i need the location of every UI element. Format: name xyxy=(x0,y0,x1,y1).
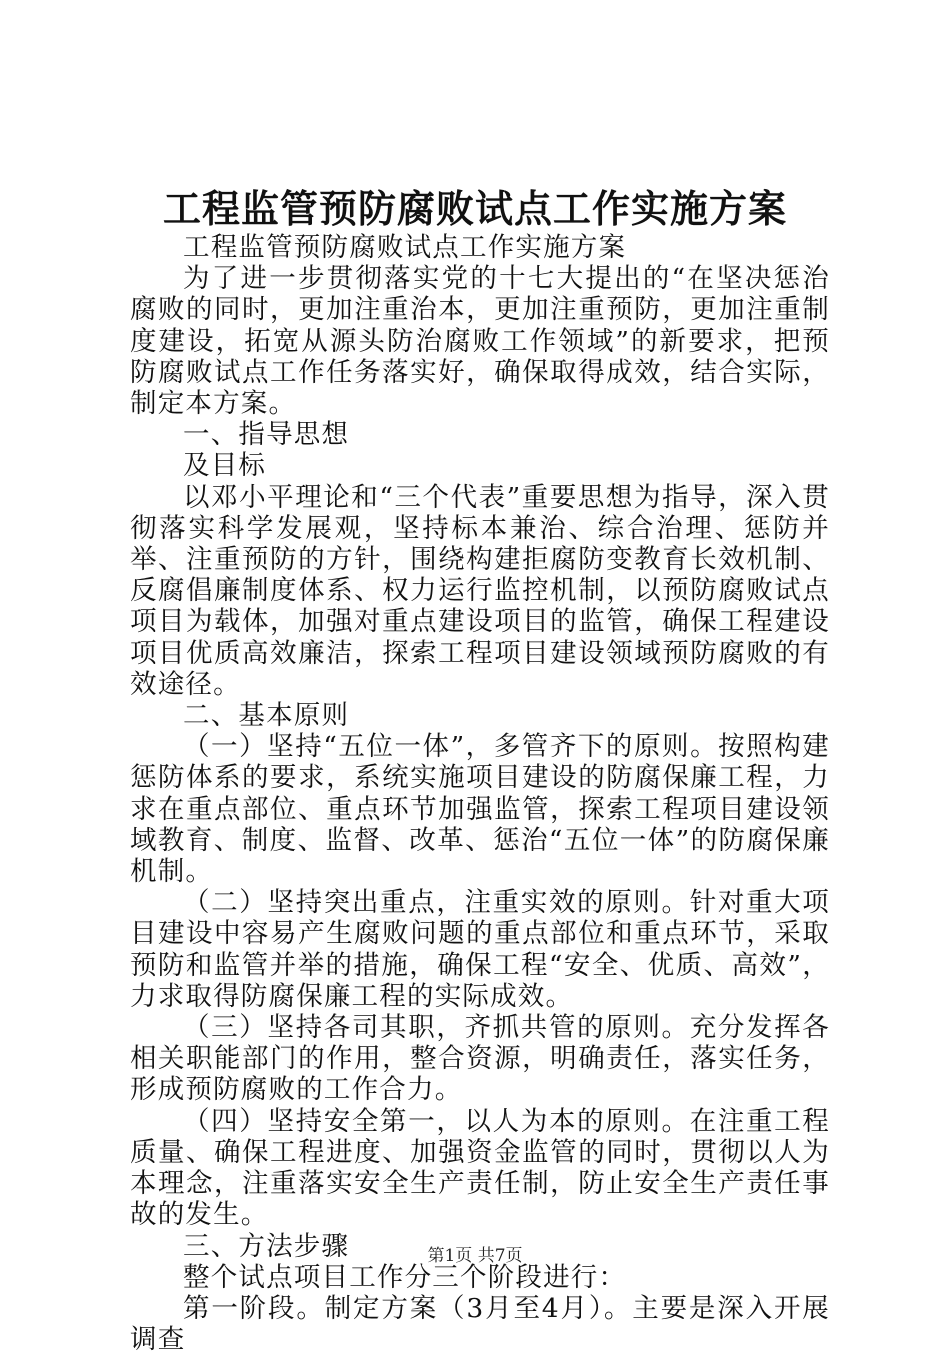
section-heading-guiding-thought: 一、指导思想 xyxy=(183,419,350,451)
section-heading-methods-steps: 三、方法步骤 xyxy=(183,1230,350,1262)
document-body xyxy=(130,232,830,1355)
section-heading-basic-principles: 二、基本原则 xyxy=(183,700,350,732)
paragraph-subtitle: 工程监管预防腐败试点工作实施方案 xyxy=(183,232,627,263)
paragraph-stages-intro: 整个试点项目工作分三个阶段进行： xyxy=(183,1261,627,1293)
paragraph-principle-4: （四）坚持安全第一，以人为本的原则。在注重工程质量、确保工程进度、加强资金监管的同时，贯彻以人为本理念，注重落实安全生产责任制，防止安全生产责任事故的发生。 xyxy=(130,1105,830,1231)
page-footer: 第1页 共7页 xyxy=(427,1246,523,1266)
section-heading-goals: 及目标 xyxy=(183,450,267,482)
paragraph-principle-1: （一）坚持“五位一体”，多管齐下的原则。按照构建惩防体系的要求，系统实施项目建设的防腐保廉工程，力求在重点部位、重点环节加强监管，探索工程项目建设领域教育、制度、监督、改革、惩治“五位一体”的防腐保廉机制。 xyxy=(130,731,830,888)
paragraph-guiding-thought: 以邓小平理论和“三个代表”重要思想为指导，深入贯彻落实科学发展观，坚持标本兼治、综合治理、惩防并举、注重预防的方针，围绕构建拒腐防变教育长效机制、反腐倡廉制度体系、权力运行监控机制，以预防腐败试点项目为载体，加强对重点建设项目的监管，确保工程建设项目优质高效廉洁，探索工程项目建设领域预防腐败的有效途径。 xyxy=(130,481,830,700)
paragraph-principle-2: （二）坚持突出重点，注重实效的原则。针对重大项目建设中容易产生腐败问题的重点部位和重点环节，采取预防和监管并举的措施，确保工程“安全、优质、高效”，力求取得防腐保廉工程的实际成效。 xyxy=(130,887,830,1012)
paragraph-intro: 为了进一步贯彻落实党的十七大提出的“在坚决惩治腐败的同时，更加注重治本，更加注重预防，更加注重制度建设，拓宽从源头防治腐败工作领域”的新要求，把预防腐败试点工作任务落实好，确保取得成效，结合实际，制定本方案。 xyxy=(130,263,830,420)
paragraph-principle-3: （三）坚持各司其职，齐抓共管的原则。充分发挥各相关职能部门的作用，整合资源，明确责任，落实任务，形成预防腐败的工作合力。 xyxy=(130,1012,830,1106)
document-title: 工程监管预防腐败试点工作实施方案 xyxy=(162,186,787,231)
paragraph-stage-1: 第一阶段。制定方案（3月至4月）。主要是深入开展调查 xyxy=(130,1292,830,1355)
